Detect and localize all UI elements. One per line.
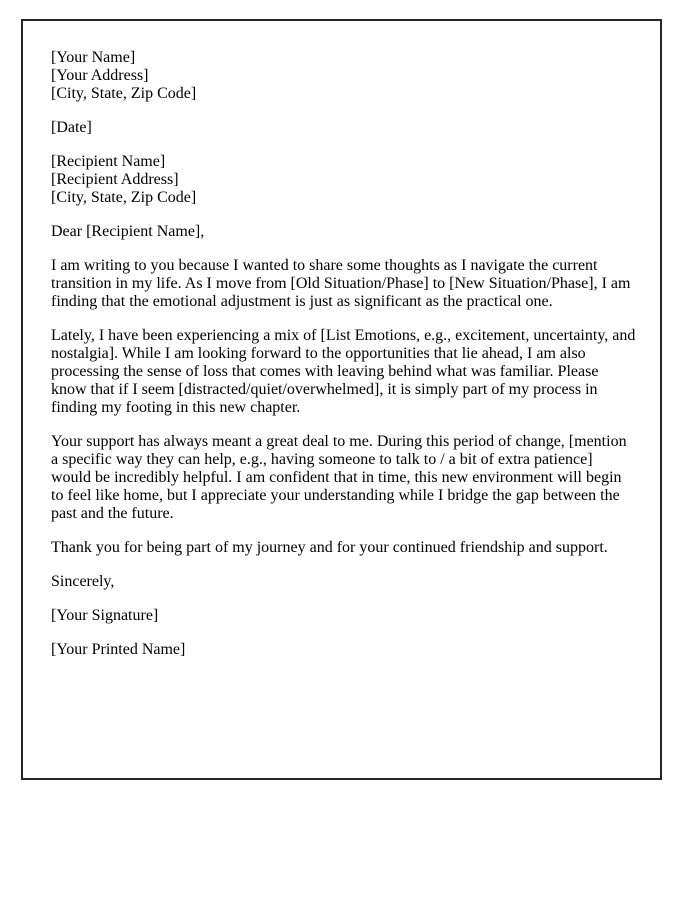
paragraph-thanks: Thank you for being part of my journey and for your continued friendship and support. [51,539,608,556]
printed-name-block [51,641,636,659]
salutation-text: Dear [Recipient Name], [51,223,205,240]
sender-block [51,49,636,103]
letter-page [21,19,662,780]
printed-name-placeholder: [Your Printed Name] [51,641,186,658]
date-block [51,119,636,137]
sender-city-state-zip: [City, State, Zip Code] [51,85,197,102]
date-placeholder: [Date] [51,119,92,136]
sender-name: [Your Name] [51,49,136,66]
paragraph-emotions: Lately, I have been experiencing a mix of [List Emotions, e.g., excitement, uncertainty, and nostalgia]. While I am looking forward to the opportunities that lie ahead, I am also processing the sense of loss that comes with leaving behind what was familiar. Please know that if I seem [distracted/quiet/overwhelmed], it is simply part of my process in finding my footing in this new chapter. [51,327,636,416]
recipient-address: [Recipient Address] [51,171,179,188]
paragraph-intro: I am writing to you because I wanted to share some thoughts as I navigate the current transition in my life. As I move from [Old Situation/Phase] to [New Situation/Phase], I am finding that the emotional adjustment is just as significant as the practical one. [51,257,631,310]
signature-block [51,607,636,625]
salutation [51,223,636,241]
closing [51,573,636,591]
signature-placeholder: [Your Signature] [51,607,159,624]
paragraph-support: Your support has always meant a great deal to me. During this period of change, [mention a specific way they can help, e.g., having someone to talk to / a bit of extra patience] would be incredibly helpful. I am confident that in time, this new environment will begin to feel like home, but I appreciate your understanding while I bridge the gap between the past and the future. [51,433,627,522]
recipient-block [51,153,636,207]
recipient-city-state-zip: [City, State, Zip Code] [51,189,197,206]
recipient-name: [Recipient Name] [51,153,166,170]
sender-address: [Your Address] [51,67,149,84]
closing-text: Sincerely, [51,573,115,590]
